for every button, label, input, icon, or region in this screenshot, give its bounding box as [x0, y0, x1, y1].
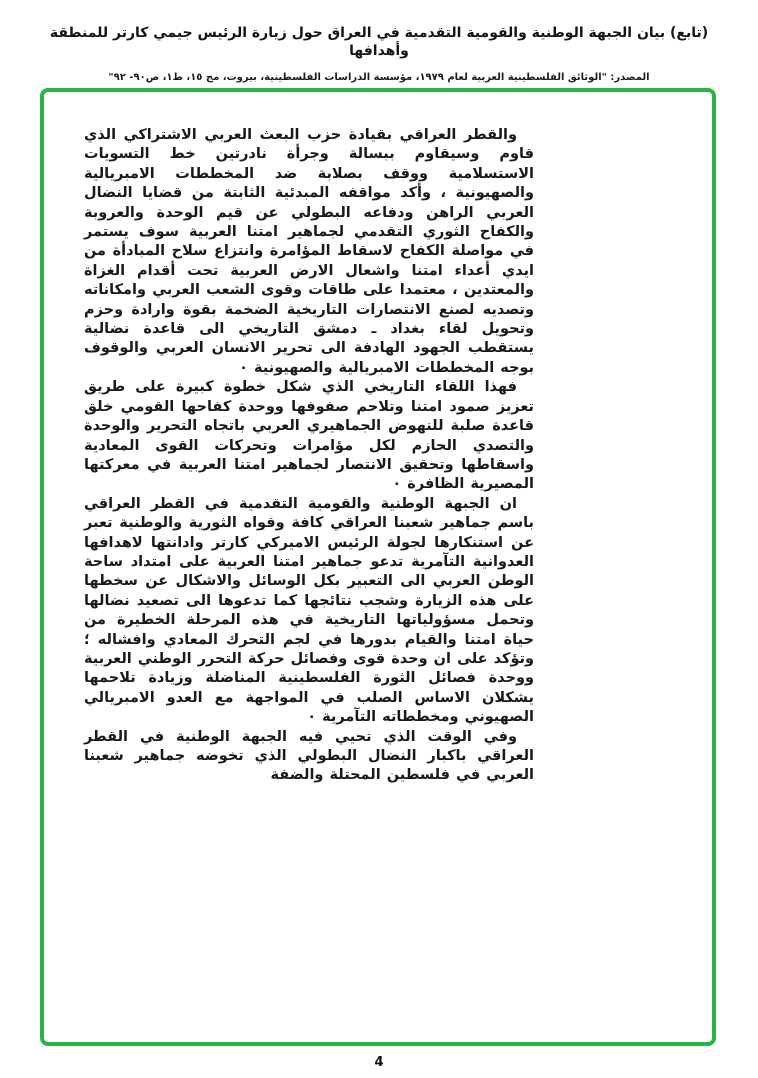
- body-text-column: [84, 126, 534, 786]
- document-title: (تابع) بيان الجبهة الوطنية والقومية التقدمية في العراق حول زيارة الرئيس جيمي كارتر للمنطقة وأهدافها: [49, 25, 709, 60]
- document-header: [0, 24, 758, 83]
- green-border-frame: [40, 88, 716, 1046]
- page-footer: [0, 1051, 758, 1070]
- body-paragraph-4: وفي الوقت الذي تحيي فيه الجبهة الوطنية في القطر العراقي باكبار النضال البطولي الذي تخوضه جماهير شعبنا العربي في فلسطين المحتلة والضفة: [84, 728, 534, 784]
- body-paragraph-1: والقطر العراقي بقيادة حزب البعث العربي الاشتراكي الذي قاوم وسيقاوم ببسالة وجرأة نادرتين خط التسويات الاستسلامية ووقف بصلابة ضد المخططات الامبريالية والصهيونية ، وأكد مواقفه المبدئية الثابتة من قضايا النضال العربي الراهن ودفاعه البطولي عن قيم الوحدة والعروبة والكفاح الثوري التقدمي لجماهير امتنا العربية سوف يستمر في مواصلة الكفاح لاسقاط المؤامرة وانتزاع سلاح المبادأة من ايدي أعداء امتنا واشعال الارض العربية تحت أقدام الغزاة والمعتدين ، معتمدا على طاقات وقوى الشعب العربي وامكاناته وتصديه لصنع الانتصارات التاريخية الضخمة بقوة وارادة وحزم وتحويل لقاء بغداد ـ دمشق التاريخي الى قاعدة نضالية يستقطب الجهود الهادفة الى تحرير الانسان العربي والوقوف بوجه المخططات الامبريالية والصهيونية ٠: [84, 127, 534, 376]
- document-source-line: المصدر: "الوثائق الفلسطينية العربية لعام ١٩٧٩، مؤسسة الدراسات الفلسطينية، بيروت، مج ١٥، ط١، ص٩٠- ٩٢": [108, 72, 650, 84]
- body-paragraph-2: فهذا اللقاء التاريخي الذي شكل خطوة كبيرة على طريق تعزيز صمود امتنا وتلاحم صفوفها ووحدة كفاحها القومي خلق قاعدة صلبة للنهوض الجماهيري العربي باتجاه التحرير والوحدة والتصدي الحازم لكل مؤامرات وتحركات القوى المعادية واسقاطها وتحقيق الانتصار لجماهير امتنا العربية في معركتها المصيرية الظافرة ٠: [84, 379, 534, 493]
- page-number: 4: [374, 1055, 384, 1070]
- body-paragraph-3: ان الجبهة الوطنية والقومية التقدمية في القطر العراقي باسم جماهير شعبنا العراقي كافة وقواه الثورية والوطنية تعبر عن استنكارها لجولة الرئيس الاميركي كارتر وادانتها لاهدافها العدوانية التآمرية تدعو جماهير امتنا العربية على امتداد ساحة الوطن العربي الى التعبير بكل الوسائل والاشكال عن سخطها على هذه الزيارة وشجب نتائجها كما تدعوها الى تصعيد نضالها وتحمل مسؤولياتها التاريخية في هذه المرحلة الخطيرة من حياة امتنا والقيام بدورها في لجم التحرك المعادي وافشاله ؛ وتؤكد على ان وحدة قوى وفصائل حركة التحرر الوطني العربية ووحدة فصائل الثورة الفلسطينية المناضلة وزيادة تلاحمها يشكلان الاساس الصلب في المواجهة مع العدو الامبريالي الصهيوني ومخططاته التآمرية ٠: [84, 495, 534, 726]
